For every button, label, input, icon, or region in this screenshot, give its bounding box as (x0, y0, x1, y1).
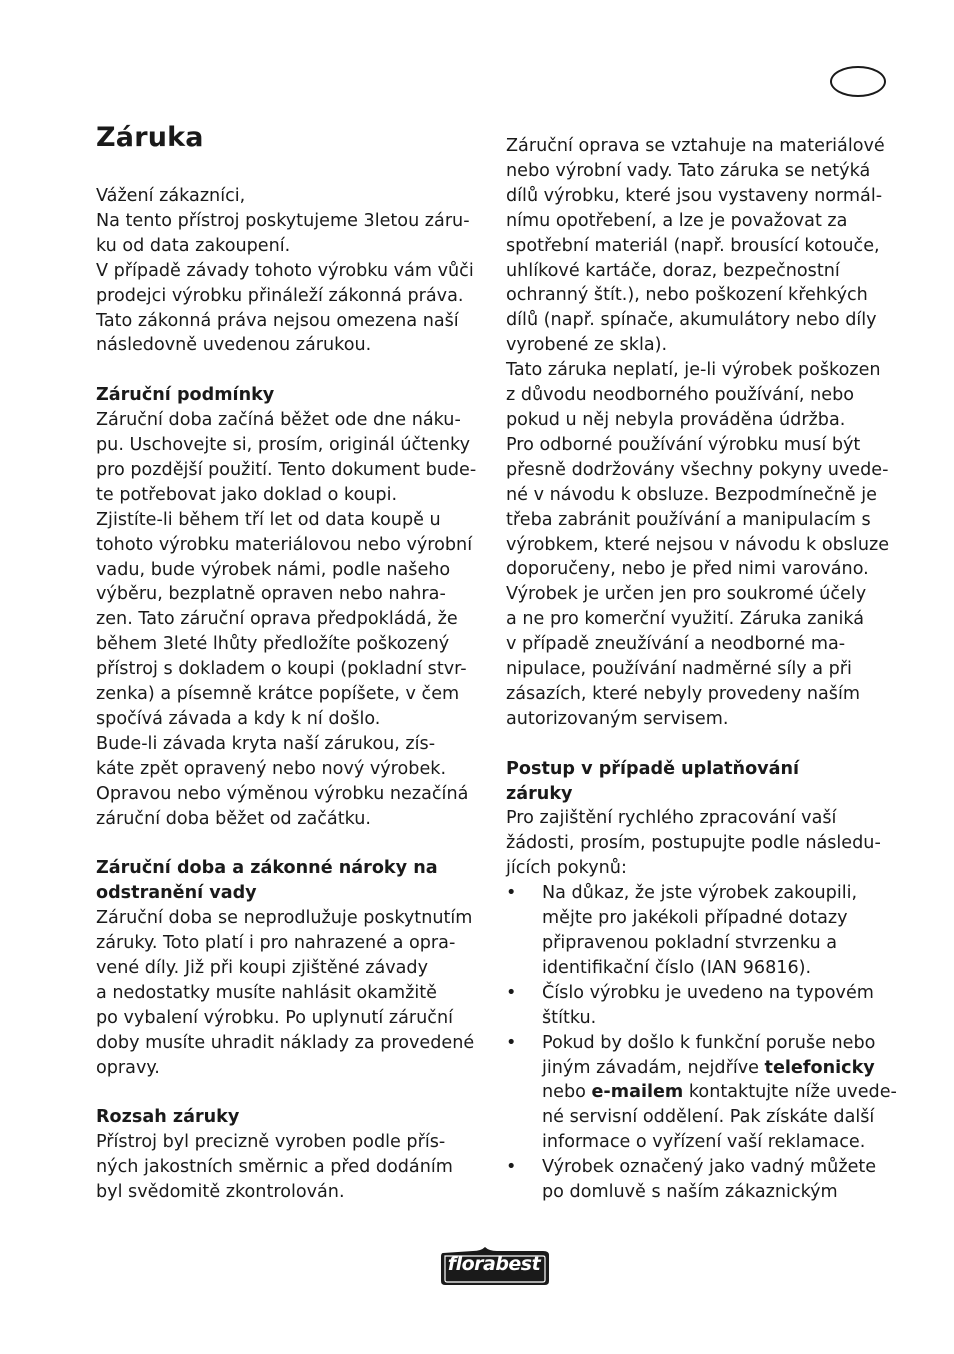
bullet-line: mějte pro jakékoli případné dotazy (542, 908, 848, 929)
bullet-line: štítku. (542, 1007, 597, 1028)
intro-line: ku od data zakoupení. (96, 235, 291, 256)
text-line: nímu opotřebení, a lze je považovat za (506, 210, 848, 231)
text-line: výběru, bezplatně opraven nebo nahra- (96, 584, 446, 605)
bullet-line: informace o vyřízení vaší reklamace. (542, 1132, 866, 1153)
logo-wordmark: florabest (447, 1253, 541, 1275)
text-line: Pro zajištění rychlého zpracování vaší (506, 808, 837, 829)
bullet-text: nebo (542, 1082, 592, 1103)
text-line: vyrobené ze skla). (506, 335, 668, 356)
bullet-line (506, 1056, 896, 1081)
email-emphasis: e-mailem (591, 1082, 684, 1103)
text-line: přístroj s dokladem o koupi (pokladní stvr- (96, 659, 467, 680)
text-line: Přístroj byl precizně vyroben podle přís- (96, 1132, 446, 1153)
intro-line: V případě závady tohoto výrobku vám vůči (96, 260, 474, 281)
text-line: dílů výrobku, které jsou vystaveny normál- (506, 185, 883, 206)
text-line: během 3leté lhůty předložíte poškozený (96, 634, 450, 655)
text-line: Pro odborné používání výrobku musí být (506, 434, 861, 455)
text-line: přesně dodržovány všechny pokyny uvede- (506, 459, 889, 480)
section-heading: Záruční doba a zákonné nároky na (96, 858, 438, 879)
text-line: vadu, bude výrobek námi, podle našeho (96, 559, 451, 580)
text-line: dílů (např. spínače, akumulátory nebo díly (506, 310, 877, 331)
text-line: v případě zneužívání a neodborné ma- (506, 634, 846, 655)
text-line: uhlíkové kartáče, doraz, bezpečnostní (506, 260, 840, 281)
phone-emphasis: telefonicky (764, 1057, 875, 1078)
text-line: zenka) a písemně krátce popíšete, v čem (96, 684, 460, 705)
text-line: jících pokynů: (506, 858, 627, 879)
text-line: zásazích, které nebyly provedeny naším (506, 683, 861, 704)
bullet-item (506, 1031, 896, 1156)
text-line: žádosti, prosím, postupujte podle následu- (506, 833, 881, 854)
language-badge (830, 66, 886, 97)
bullet-icon: • (506, 1157, 517, 1178)
text-line: doporučeny, nebo je před nimi varováno. (506, 559, 869, 580)
text-line: Výrobek je určen jen pro soukromé účely (506, 584, 867, 605)
bullet-line: připravenou pokladní stvrzenku a (542, 932, 838, 953)
text-line: Opravou nebo výměnou výrobku nezačíná (96, 783, 469, 804)
intro-line: prodejci výrobku přináleží zákonná práva. (96, 285, 464, 306)
bullet-icon: • (506, 1032, 517, 1053)
text-line: te potřebovat jako doklad o koupi. (96, 484, 398, 505)
text-line: nipulace, používání nadměrné síly a při (506, 659, 852, 680)
text-line: Tato záruka neplatí, je-li výrobek poškozen (506, 360, 881, 381)
bullet-icon: • (506, 883, 517, 904)
text-line: ochranný štít.), nebo poškození křehkých (506, 285, 868, 306)
section-heading: Rozsah záruky (96, 1107, 240, 1128)
intro-line: následovně uvedenou zárukou. (96, 335, 372, 356)
left-column (96, 184, 488, 1205)
text-line: Záruční doba se neprodlužuje poskytnutím (96, 908, 473, 929)
text-line: Záruční doba začíná běžet ode dne náku- (96, 410, 461, 431)
text-line: né v návodu k obsluze. Bezpodmínečně je (506, 484, 877, 505)
text-line: pro pozdější použití. Tento dokument bude- (96, 459, 477, 480)
bullet-item (506, 881, 896, 981)
bullet-icon: • (506, 982, 517, 1003)
text-line: pu. Uschovejte si, prosím, originál účtenky (96, 435, 470, 456)
text-line: ných jakostních směrnic a před dodáním (96, 1157, 453, 1178)
bullet-text: kontaktujte níže uvede- (683, 1082, 897, 1103)
right-column (506, 134, 896, 1205)
text-line: autorizovaným servisem. (506, 708, 729, 729)
bullet-line: po domluvě s naším zákaznickým (542, 1182, 838, 1203)
text-line: nebo výrobní vady. Tato záruka se netýká (506, 160, 871, 181)
text-line: a nedostatky musíte nahlásit okamžitě (96, 982, 437, 1003)
text-line: záruční doba běžet od začátku. (96, 808, 372, 829)
text-line: třeba zabránit používání a manipulacím s (506, 509, 871, 530)
text-line: po vybalení výrobku. Po uplynutí záruční (96, 1007, 453, 1028)
bullet-line: Pokud by došlo k funkční poruše nebo (542, 1032, 876, 1053)
text-line: zen. Tato záruční oprava předpokládá, že (96, 609, 458, 630)
text-line: Zjistíte-li během tří let od data koupě u (96, 509, 441, 530)
bullet-line: né servisní oddělení. Pak získáte další (542, 1107, 875, 1128)
text-line: Záruční oprava se vztahuje na materiálové (506, 136, 885, 156)
text-line: vené díly. Již při koupi zjištěné závady (96, 958, 429, 979)
bullet-text: jiným závadám, nejdříve (542, 1057, 765, 1078)
text-line: tohoto výrobku materiálovou nebo výrobní (96, 534, 473, 555)
text-line: spotřební materiál (např. brousící kotouče, (506, 235, 880, 256)
section-heading: Záruční podmínky (96, 385, 275, 406)
bullet-line: identifikační číslo (IAN 96816). (542, 957, 812, 978)
text-line: výrobkem, které nejsou v návodu k obsluze (506, 534, 890, 555)
page-title: Záruka (96, 122, 204, 153)
text-line: káte zpět opravený nebo nový výrobek. (96, 758, 447, 779)
section-heading: Postup v případě uplatňování (506, 758, 800, 779)
section-heading: záruky (506, 783, 573, 804)
text-line: záruky. Toto platí i pro nahrazené a opra- (96, 933, 456, 954)
text-line: doby musíte uhradit náklady za provedené (96, 1032, 475, 1053)
text-line: spočívá závada a kdy k ní došlo. (96, 709, 381, 730)
bullet-line: Číslo výrobku je uvedeno na typovém (542, 982, 874, 1003)
intro-line: Tato zákonná práva nejsou omezena naší (96, 310, 459, 331)
intro-line: Vážení zákazníci, (96, 186, 246, 206)
bullet-item (506, 1155, 896, 1205)
bullet-line: Výrobek označený jako vadný můžete (542, 1157, 877, 1178)
text-line: opravy. (96, 1057, 160, 1078)
text-line: byl svědomitě zkontrolován. (96, 1182, 345, 1203)
intro-line: Na tento přístroj poskytujeme 3letou záru- (96, 210, 470, 231)
section-heading: odstranění vady (96, 883, 257, 904)
bullet-item (506, 981, 896, 1031)
text-line: Bude-li závada kryta naší zárukou, zís- (96, 733, 436, 754)
bullet-line (506, 1080, 896, 1105)
text-line: pokud u něj nebyla prováděna údržba. (506, 409, 846, 430)
bullet-line: Na důkaz, že jste výrobek zakoupili, (542, 883, 858, 904)
text-line: a ne pro komerční využití. Záruka zaniká (506, 609, 865, 630)
text-line: z důvodu neodborného používání, nebo (506, 385, 855, 406)
florabest-logo (437, 1245, 551, 1289)
